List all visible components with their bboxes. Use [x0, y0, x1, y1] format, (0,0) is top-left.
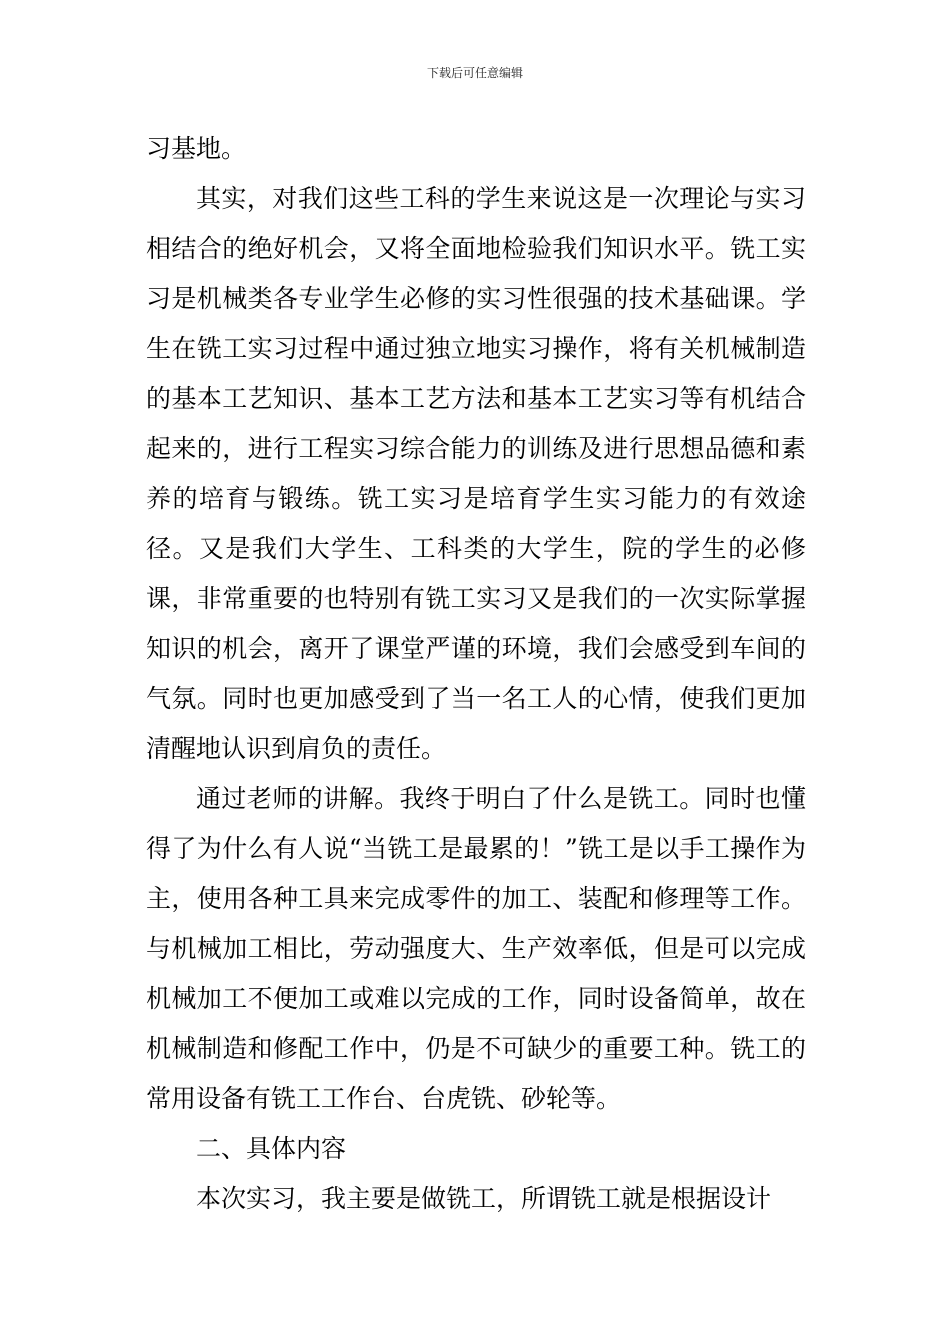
section-heading-specific-content: 二、具体内容 [196, 1134, 347, 1163]
document-body [146, 124, 806, 1224]
paragraph-continuation: 习基地。 [146, 134, 247, 163]
page-header: 下载后可任意编辑 [426, 66, 523, 80]
paragraph-internship-significance: 其实，对我们这些工科的学生来说这是一次理论与实习相结合的绝好机会，又将全面地检验我们知识水平。铣工实习是机械类各专业学生必修的实习性很强的技术基础课。学生在铣工实习过程中通过独立地实习操作，将有关机械制造的基本工艺知识、基本工艺方法和基本工艺实习等有机结合起来的，进行工程实习综合能力的训练及进行思想品德和素养的培育与锻练。铣工实习是培育学生实习能力的有效途径。又是我们大学生、工科类的大学生，院的学生的必修课，非常重要的也特别有铣工实习又是我们的一次实际掌握知识的机会，离开了课堂严谨的环境，我们会感受到车间的气氛。同时也更加感受到了当一名工人的心情，使我们更加清醒地认识到肩负的责任。 [146, 184, 806, 763]
paragraph-internship-content: 本次实习，我主要是做铣工，所谓铣工就是根据设计 [196, 1184, 772, 1213]
paragraph-milling-explanation: 通过老师的讲解。我终于明白了什么是铣工。同时也懂得了为什么有人说“当铣工是最累的！”铣工是以手工操作为主，使用各种工具来完成零件的加工、装配和修理等工作。与机械加工相比，劳动强度大、生产效率低，但是可以完成机械加工不便加工或难以完成的工作，同时设备简单，故在机械制造和修配工作中，仍是不可缺少的重要工种。铣工的常用设备有铣工工作台、台虎铣、砂轮等。 [146, 784, 806, 1113]
